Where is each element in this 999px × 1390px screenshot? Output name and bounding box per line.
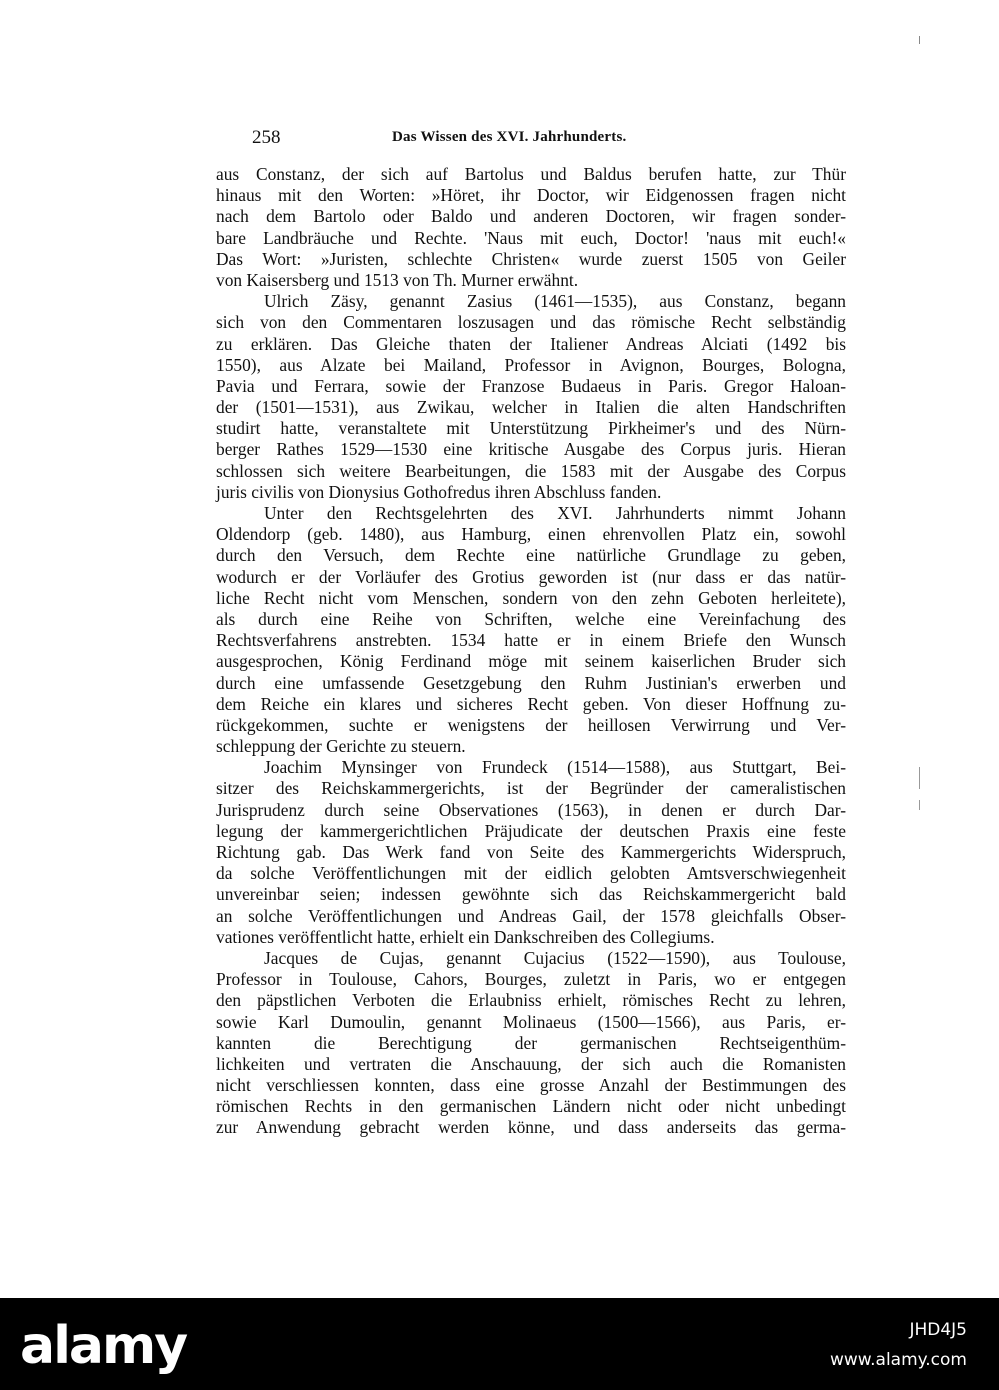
scan-edge-mark bbox=[919, 767, 920, 789]
text-line: berger Rathes 1529—1530 eine kritische Ausgabe des Corpus juris. Hieran bbox=[216, 439, 846, 460]
text-line: vationes veröffentlicht hatte, erhielt ein Dankschreiben des Collegiums. bbox=[216, 926, 715, 947]
text-line: durch eine umfassende Gesetzgebung den Ruhm Justinian's erwerben und bbox=[216, 672, 846, 693]
text-line: nach dem Bartolo oder Baldo und anderen Doctoren, wir fragen sonder- bbox=[216, 206, 846, 227]
page-header bbox=[252, 127, 662, 149]
text-line: von Kaisersberg und 1513 von Th. Murner erwähnt. bbox=[216, 269, 579, 290]
body-text bbox=[216, 164, 846, 1139]
text-line: Oldendorp (geb. 1480), aus Hamburg, einen ehrenvollen Platz ein, sowohl bbox=[216, 524, 846, 545]
text-line: durch den Versuch, dem Rechte eine natürliche Grundlage zu geben, bbox=[216, 545, 846, 566]
text-line: studirt hatte, veranstaltete mit Unterstützung Pirkheimer's und des Nürn- bbox=[216, 418, 846, 439]
text-line: Richtung gab. Das Werk fand von Seite des Kammergerichts Widerspruch, bbox=[216, 842, 846, 862]
stock-watermark-banner bbox=[0, 1298, 999, 1390]
text-line: Joachim Mynsinger von Frundeck (1514—1588), aus Stuttgart, Bei- bbox=[264, 757, 846, 778]
text-line: der (1501—1531), aus Zwikau, welcher in Italien die alten Handschriften bbox=[216, 397, 846, 418]
text-line: lichkeiten und vertraten die Anschauung, der sich auch die Romanisten bbox=[216, 1053, 846, 1074]
text-line: rückgekommen, suchte er wenigstens der heillosen Verwirrung und Ver- bbox=[216, 714, 846, 735]
text-line: legung der kammergerichtlichen Präjudicate der deutschen Praxis eine feste bbox=[216, 820, 846, 841]
text-line: als durch eine Reihe von Schriften, welche eine Vereinfachung des bbox=[216, 608, 846, 629]
text-line: zu erklären. Das Gleiche thaten der Italiener Andreas Alciati (1492 bis bbox=[216, 333, 846, 354]
text-line: liche Recht nicht vom Menschen, sondern von den zehn Geboten herleitete), bbox=[216, 587, 846, 608]
text-line: sich von den Commentaren loszusagen und das römische Recht selbständig bbox=[216, 312, 846, 333]
text-line: aus Constanz, der sich auf Bartolus und Baldus berufen hatte, zur Thür bbox=[216, 164, 846, 184]
text-line: sitzer des Reichskammergerichts, ist der Begründer der cameralistischen bbox=[216, 778, 846, 799]
text-line: unvereinbar seien; indessen gewöhnte sich das Reichskammergericht bald bbox=[216, 884, 846, 905]
text-line: Rechtsverfahrens anstrebten. 1534 hatte er in einem Briefe den Wunsch bbox=[216, 630, 846, 651]
text-line: da solche Veröffentlichungen mit der eidlich gelobten Amtsverschwiegenheit bbox=[216, 863, 846, 884]
text-line: 1550), aus Alzate bei Mailand, Professor in Avignon, Bourges, Bologna, bbox=[216, 354, 846, 375]
text-line: dem Reiche ein klares und sicheres Recht geben. Von dieser Hoffnung zu- bbox=[216, 693, 846, 714]
text-line: hinaus mit den Worten: »Höret, ihr Doctor, wir Eidgenossen fragen nicht bbox=[216, 185, 846, 206]
text-line: bare Landbräuche und Rechte. 'Naus mit euch, Doctor! 'naus mit euch!« bbox=[216, 227, 846, 248]
scan-edge-mark bbox=[919, 800, 920, 810]
text-line: den päpstlichen Verboten die Erlaubniss erhielt, römisches Recht zu lehren, bbox=[216, 990, 846, 1011]
text-line: schlossen sich weitere Bearbeitungen, die 1583 mit der Ausgabe des Corpus bbox=[216, 460, 846, 481]
text-line: wodurch er der Vorläufer des Grotius geworden ist (nur dass er das natür- bbox=[216, 566, 846, 587]
text-line: kannten die Berechtigung der germanischen Rechtseigenthüm- bbox=[216, 1032, 846, 1053]
text-line: an solche Veröffentlichungen und Andreas Gail, der 1578 gleichfalls Obser- bbox=[216, 905, 846, 926]
text-line: Pavia und Ferrara, sowie der Franzose Budaeus in Paris. Gregor Haloan- bbox=[216, 375, 846, 396]
text-line: Unter den Rechtsgelehrten des XVI. Jahrhunderts nimmt Johann bbox=[264, 503, 846, 523]
text-line: zur Anwendung gebracht werden könne, und dass anderseits das germa- bbox=[216, 1117, 846, 1138]
text-line: ausgesprochen, König Ferdinand möge mit seinem kaiserlichen Bruder sich bbox=[216, 651, 846, 672]
text-line: Jurisprudenz durch seine Observationes (1563), in denen er durch Dar- bbox=[216, 799, 846, 820]
page-number: 258 bbox=[252, 127, 281, 148]
text-line: Das Wort: »Juristen, schlechte Christen« wurde zuerst 1505 von Geiler bbox=[216, 248, 846, 269]
brand-logo: alamy bbox=[20, 1316, 187, 1376]
site-url: www.alamy.com bbox=[829, 1350, 967, 1370]
scan-edge-mark bbox=[919, 36, 920, 44]
stock-image-id: JHD4J5 bbox=[909, 1320, 967, 1340]
text-line: Jacques de Cujas, genannt Cujacius (1522—1590), aus Toulouse, bbox=[264, 947, 846, 968]
text-line: Ulrich Zäsy, genannt Zasius (1461—1535), aus Constanz, begann bbox=[264, 291, 846, 312]
text-line: römischen Rechts in den germanischen Ländern nicht oder nicht unbedingt bbox=[216, 1096, 846, 1117]
text-line: schleppung der Gerichte zu steuern. bbox=[216, 736, 466, 757]
text-line: juris civilis von Dionysius Gothofredus ihren Abschluss fanden. bbox=[216, 481, 662, 502]
text-line: Professor in Toulouse, Cahors, Bourges, zuletzt in Paris, wo er entgegen bbox=[216, 969, 846, 990]
text-line: sowie Karl Dumoulin, genannt Molinaeus (1500—1566), aus Paris, er- bbox=[216, 1011, 846, 1032]
text-line: nicht verschliessen konnten, dass eine grosse Anzahl der Bestimmungen des bbox=[216, 1075, 846, 1096]
running-title: Das Wissen des XVI. Jahrhunderts. bbox=[392, 129, 627, 145]
